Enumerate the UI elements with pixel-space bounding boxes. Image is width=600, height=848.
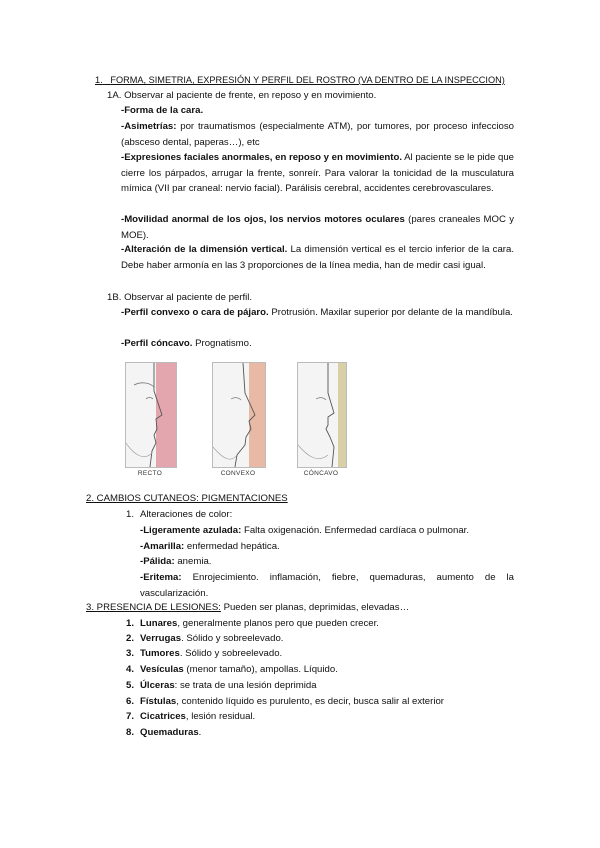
lesion-text-4: (menor tamaño), ampollas. Líquido. [183,664,338,675]
concavo-label: -Perfil cóncavo. [121,338,193,349]
lesion-text-1: , generalmente planos pero que pueden crecer. [177,618,379,629]
lesion-item-2 [140,632,283,645]
eritema-text: Enrojecimiento. inflamación, fiebre, quemaduras, aumento de la vascularización. [140,572,514,599]
concavo-line [121,337,252,350]
lesion-item-7 [140,710,255,723]
amarilla-text: enfermedad hepática. [184,541,280,552]
caption-concavo: CÓNCAVO [303,470,339,477]
convexo-text: Protrusión. Maxilar superior por delante de la mandíbula. [268,307,513,318]
lesion-num-8: 8. [125,727,134,738]
profile-recto-image [126,363,176,467]
lesion-num-3: 3. [125,648,134,659]
lesion-num-4: 4. [125,664,134,675]
lesion-num-7: 7. [125,711,134,722]
section1-number: 1. [95,75,103,85]
caption-recto: RECTO [137,470,163,477]
alteracion-para [121,242,514,273]
lesion-item-3 [140,647,282,660]
section1a-intro: 1A. Observar al paciente de frente, en reposo y en movimiento. [107,90,377,101]
palida-label: -Pálida: [140,556,175,567]
expresiones-text: Al paciente se le pide que cierre los párpados, arrugar la frente, sonreír. Para valorar la tonicidad de la musculatura mímica (VII par craneal: nervio facial). Parálisis cerebral, accidentes cerebrovasculares. [121,152,515,195]
section1-title: FORMA, SIMETRIA, EXPRESIÓN Y PERFIL DEL ROSTRO (VA DENTRO DE LA INSPECCION) [110,75,505,85]
section3-title-text: Pueden ser planas, deprimidas, elevadas… [220,602,410,613]
lesion-text-3: . Sólido y sobreelevado. [179,648,283,659]
alteracion-label: -Alteración de la dimensión vertical. [121,244,288,255]
eritema-para [140,570,514,601]
lesion-text-7: , lesión residual. [185,711,256,722]
lesion-text-5: : se trata de una lesión deprimida [174,680,317,691]
lesion-label-5: Úlceras [140,680,175,691]
ojos-para [121,212,514,243]
amarilla-label: -Amarilla: [140,541,185,552]
lesion-text-6: , contenido líquido es purulento, es decir, busca salir al exterior [176,696,444,707]
lesion-num-2: 2. [125,633,134,644]
convexo-para [121,305,514,321]
lesion-item-6 [140,695,444,708]
profile-figure-concavo [297,362,347,468]
forma-cara [121,104,203,117]
lesion-num-5: 5. [125,680,134,691]
lesion-item-1 [140,617,379,630]
lesion-label-4: Vesículas [140,664,184,675]
expresiones-label: -Expresiones faciales anormales, en reposo y en movimiento. [121,152,402,163]
eritema-label: -Eritema: [140,572,182,583]
lesion-label-8: Quemaduras [140,727,199,738]
asimetrias-para [121,119,514,150]
lesion-label-7: Cicatrices [140,711,186,722]
profile-concavo-image [298,363,346,467]
alteracion-text: La dimensión vertical es el tercio inferior de la cara. Debe haber armonía en las 3 proporciones de la línea media, han de medir casi igual. [121,244,514,271]
forma-label: -Forma de la cara. [121,105,204,116]
lesion-item-8 [140,726,201,739]
azulada-line [140,524,469,537]
section2-item-number: 1. [125,509,134,520]
lesion-num-1: 1. [125,618,134,629]
lesion-text-2: . Sólido y sobreelevado. [181,633,284,644]
expresiones-para [121,150,514,197]
section1b-intro: 1B. Observar al paciente de perfil. [107,292,253,303]
profile-convexo-image [213,363,265,467]
asimetrias-label: -Asimetrías: [121,121,177,132]
ojos-label: -Movilidad anormal de los ojos, los nervios motores oculares [121,214,405,225]
lesion-item-4 [140,663,338,676]
concavo-text: Prognatismo. [192,338,252,349]
azulada-text: Falta oxigenación. Enfermedad cardíaca o pulmonar. [241,525,470,536]
ojos-text: (pares craneales MOC y MOE). [121,214,515,241]
amarilla-line [140,540,280,553]
section1-heading [95,74,505,87]
section3-heading [86,601,409,614]
lesion-num-6: 6. [125,696,134,707]
palida-line [140,555,211,568]
section2-title: 2. CAMBIOS CUTANEOS: PIGMENTACIONES [86,493,288,504]
profile-figure-recto [125,362,177,468]
lesion-label-2: Verrugas [140,633,182,644]
lesion-label-6: Fístulas [140,696,177,707]
asimetrias-text: por traumatismos (especialmente ATM), por tumores, por proceso infeccioso (absceso dental, paperas…), etc [121,121,514,148]
lesion-label-3: Tumores [140,648,180,659]
lesion-label-1: Lunares [140,618,178,629]
azulada-label: -Ligeramente azulada: [140,525,242,536]
caption-convexo: CONVEXO [220,470,256,477]
section2-item-label: Alteraciones de color: [140,509,233,520]
palida-text: anemia. [174,556,212,567]
profile-figure-convexo [212,362,266,468]
section3-title: 3. PRESENCIA DE LESIONES: [86,602,221,613]
lesion-item-5 [140,679,317,692]
lesion-text-8: . [198,727,202,738]
convexo-label: -Perfil convexo o cara de pájaro. [121,307,269,318]
